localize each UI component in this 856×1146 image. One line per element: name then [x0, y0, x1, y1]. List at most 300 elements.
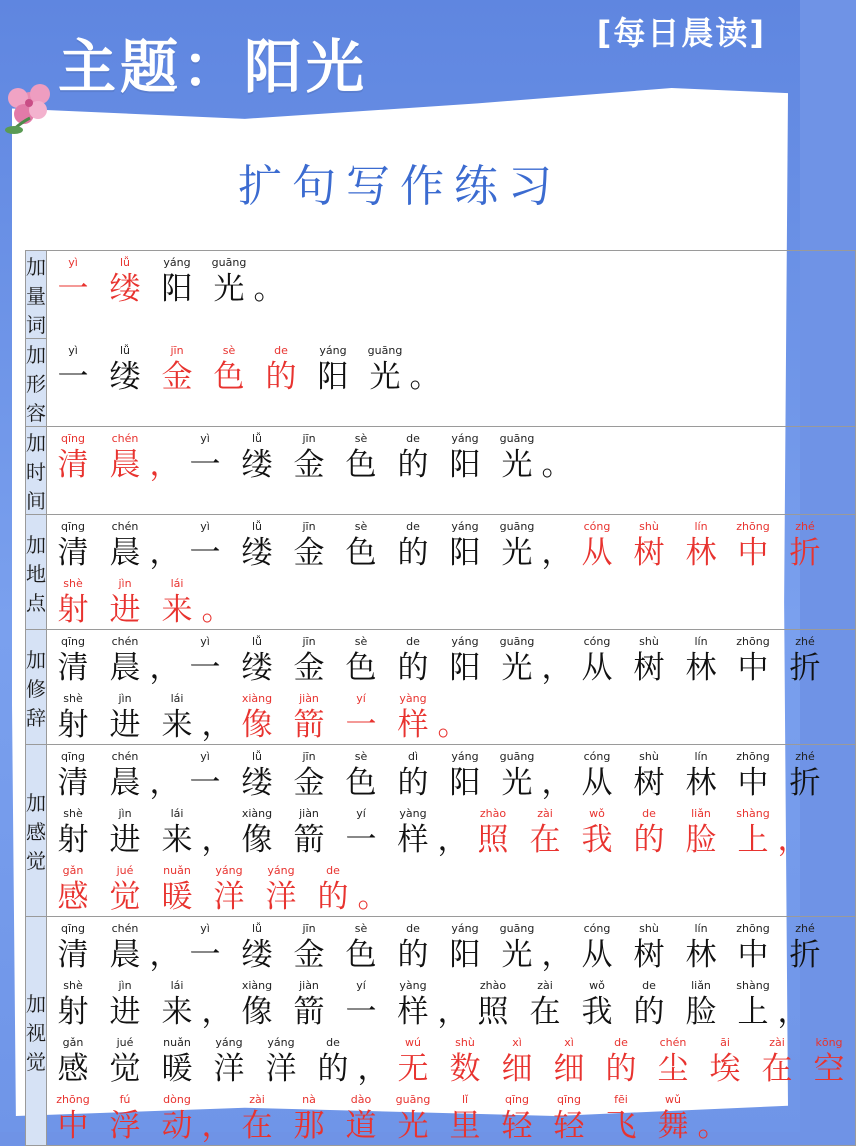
- hanzi: 洋: [265, 879, 297, 915]
- hanzi-with-pinyin: [491, 1036, 543, 1088]
- hanzi: 的: [397, 535, 429, 571]
- hanzi: 的: [605, 1051, 637, 1087]
- pinyin: de: [642, 979, 656, 992]
- hanzi: 进: [109, 822, 141, 858]
- hanzi: 从: [581, 765, 613, 801]
- pinyin: xì: [564, 1036, 574, 1049]
- pinyin: kōng: [815, 1036, 843, 1049]
- hanzi: 照: [477, 994, 509, 1030]
- category-label: 加时间: [26, 427, 47, 515]
- hanzi-with-pinyin: [387, 979, 439, 1031]
- hanzi: 样: [397, 822, 429, 858]
- hanzi-with-pinyin: [623, 922, 675, 974]
- hanzi: ，: [201, 994, 233, 1030]
- hanzi-with-pinyin: [335, 692, 387, 744]
- hanzi-with-pinyin: [779, 807, 807, 859]
- pinyin: jìn: [118, 692, 132, 705]
- hanzi-with-pinyin: [203, 1093, 231, 1145]
- hanzi: 轻: [501, 1108, 533, 1144]
- pinyin: jìn: [118, 979, 132, 992]
- pinyin: jīn: [302, 922, 316, 935]
- expansion-table: [25, 250, 856, 1146]
- hanzi-with-pinyin: [203, 256, 255, 308]
- pinyin: yáng: [451, 432, 479, 445]
- hanzi: 我: [581, 994, 613, 1030]
- hanzi: 一: [345, 994, 377, 1030]
- pinyin: sè: [354, 520, 368, 533]
- hanzi-with-pinyin: [571, 520, 623, 572]
- hanzi-with-pinyin: [151, 750, 179, 802]
- pinyin: de: [406, 922, 420, 935]
- hanzi: 一: [189, 937, 221, 973]
- hanzi: 色: [213, 358, 245, 395]
- hanzi: 细: [553, 1051, 585, 1087]
- pinyin: yí: [356, 692, 366, 705]
- hanzi-with-pinyin: [727, 635, 779, 687]
- sentence-cell: [47, 427, 856, 515]
- hanzi: 一: [189, 447, 221, 483]
- hanzi: 阳: [449, 937, 481, 973]
- hanzi-with-pinyin: [203, 807, 231, 859]
- hanzi-with-pinyin: [727, 922, 779, 974]
- hanzi-with-pinyin: [699, 1036, 751, 1088]
- hanzi: 飞: [605, 1108, 637, 1144]
- hanzi: 。: [697, 1108, 729, 1144]
- hanzi: 树: [633, 650, 665, 686]
- hanzi-with-pinyin: [335, 520, 387, 572]
- hanzi: 色: [345, 765, 377, 801]
- hanzi-with-pinyin: [231, 692, 283, 744]
- hanzi: 的: [317, 879, 349, 915]
- hanzi-with-pinyin: [47, 864, 99, 916]
- pinyin: yàng: [399, 807, 427, 820]
- pinyin: zhào: [479, 979, 507, 992]
- daily-reading-badge: [每日晨读]: [596, 14, 766, 52]
- category-label: 加视觉: [26, 917, 47, 1146]
- pinyin: qīng: [61, 635, 85, 648]
- pinyin: wǒ: [589, 979, 605, 992]
- hanzi: 色: [345, 937, 377, 973]
- pinyin: de: [326, 864, 340, 877]
- pinyin: zhōng: [736, 520, 770, 533]
- table-row: [26, 339, 856, 427]
- hanzi: 折: [789, 937, 821, 973]
- hanzi-with-pinyin: [151, 432, 179, 484]
- hanzi: 阳: [449, 650, 481, 686]
- sentence-line: [47, 1031, 855, 1088]
- hanzi-with-pinyin: [675, 807, 727, 859]
- hanzi: 清: [57, 937, 89, 973]
- hanzi: 在: [241, 1108, 273, 1144]
- hanzi: 晨: [109, 447, 141, 483]
- pinyin: nuǎn: [163, 1036, 191, 1049]
- hanzi: 光: [213, 271, 245, 307]
- hanzi: 阳: [449, 447, 481, 483]
- hanzi-with-pinyin: [439, 635, 491, 687]
- pinyin: guāng: [499, 750, 535, 763]
- hanzi: ，: [149, 535, 181, 571]
- hanzi: 缕: [241, 535, 273, 571]
- hanzi: 的: [397, 765, 429, 801]
- hanzi-with-pinyin: [255, 256, 283, 308]
- hanzi: 浮: [109, 1108, 141, 1144]
- pinyin: zhé: [795, 922, 815, 935]
- hanzi-with-pinyin: [151, 922, 179, 974]
- hanzi: 来: [161, 707, 193, 743]
- hanzi-with-pinyin: [307, 864, 359, 916]
- pinyin: zài: [537, 979, 553, 992]
- category-label: 加量词: [26, 251, 47, 339]
- hanzi-with-pinyin: [571, 807, 623, 859]
- hanzi-with-pinyin: [231, 1093, 283, 1145]
- hanzi: 在: [529, 994, 561, 1030]
- pinyin: jué: [116, 864, 134, 877]
- pinyin: lái: [170, 807, 184, 820]
- hanzi-with-pinyin: [151, 577, 203, 629]
- hanzi: 色: [345, 535, 377, 571]
- hanzi-with-pinyin: [439, 432, 491, 484]
- hanzi-with-pinyin: [571, 979, 623, 1031]
- pinyin: jìn: [118, 807, 132, 820]
- pinyin: lǚ: [251, 432, 263, 445]
- hanzi-with-pinyin: [47, 750, 99, 802]
- hanzi-with-pinyin: [283, 635, 335, 687]
- hanzi-with-pinyin: [151, 520, 179, 572]
- hanzi: ，: [201, 822, 233, 858]
- hanzi: 我: [581, 822, 613, 858]
- hanzi-with-pinyin: [387, 922, 439, 974]
- hanzi-with-pinyin: [543, 520, 571, 572]
- hanzi-with-pinyin: [491, 432, 543, 484]
- pinyin: xiàng: [241, 692, 273, 705]
- hanzi-with-pinyin: [255, 1036, 307, 1088]
- pinyin: yàng: [399, 692, 427, 705]
- pinyin: jīn: [302, 520, 316, 533]
- hanzi: 洋: [265, 1051, 297, 1087]
- hanzi-with-pinyin: [387, 807, 439, 859]
- sentence-cell: [47, 917, 856, 1146]
- hanzi: 一: [189, 535, 221, 571]
- hanzi: 光: [397, 1108, 429, 1144]
- hanzi-with-pinyin: [203, 344, 255, 396]
- hanzi: 暖: [161, 879, 193, 915]
- hanzi-with-pinyin: [467, 807, 519, 859]
- hanzi: ，: [357, 1051, 389, 1087]
- hanzi: 觉: [109, 879, 141, 915]
- pinyin: shàng: [736, 807, 770, 820]
- pinyin: cóng: [583, 922, 611, 935]
- sentence-line: [47, 687, 855, 744]
- hanzi-with-pinyin: [491, 922, 543, 974]
- hanzi-with-pinyin: [779, 635, 831, 687]
- hanzi: 的: [265, 358, 297, 395]
- pinyin: yí: [356, 807, 366, 820]
- pinyin: lái: [170, 577, 184, 590]
- hanzi-with-pinyin: [387, 635, 439, 687]
- hanzi-with-pinyin: [151, 692, 203, 744]
- hanzi-with-pinyin: [571, 635, 623, 687]
- hanzi: 洋: [213, 1051, 245, 1087]
- hanzi-with-pinyin: [571, 922, 623, 974]
- hanzi: 林: [685, 765, 717, 801]
- hanzi-with-pinyin: [47, 807, 99, 859]
- hanzi: 尘: [657, 1051, 689, 1087]
- hanzi: 道: [345, 1108, 377, 1144]
- hanzi: 无: [397, 1051, 429, 1087]
- hanzi-with-pinyin: [151, 864, 203, 916]
- hanzi-with-pinyin: [491, 635, 543, 687]
- hanzi: 细: [501, 1051, 533, 1087]
- hanzi-with-pinyin: [623, 635, 675, 687]
- hanzi-with-pinyin: [595, 1036, 647, 1088]
- pinyin: qīng: [61, 432, 85, 445]
- hanzi-with-pinyin: [543, 922, 571, 974]
- pinyin: jiàn: [299, 807, 319, 820]
- pinyin: chén: [111, 635, 139, 648]
- pinyin: de: [406, 432, 420, 445]
- hanzi: 样: [397, 994, 429, 1030]
- hanzi-with-pinyin: [283, 520, 335, 572]
- hanzi: ，: [437, 994, 469, 1030]
- hanzi: 。: [541, 447, 573, 483]
- hanzi-with-pinyin: [699, 1093, 727, 1145]
- hanzi-with-pinyin: [151, 807, 203, 859]
- hanzi-with-pinyin: [283, 432, 335, 484]
- hanzi-with-pinyin: [307, 344, 359, 396]
- pinyin: guāng: [499, 922, 535, 935]
- pinyin: yáng: [319, 343, 347, 357]
- pinyin: qīng: [505, 1093, 529, 1106]
- table-row: [26, 515, 856, 630]
- pinyin: wǒ: [589, 807, 605, 820]
- hanzi: 阳: [317, 358, 349, 395]
- hanzi: 。: [409, 358, 441, 395]
- sentence-line: [47, 427, 855, 484]
- hanzi: 。: [201, 592, 233, 628]
- hanzi: 上: [737, 994, 769, 1030]
- pinyin: guāng: [211, 256, 247, 269]
- hanzi-with-pinyin: [623, 750, 675, 802]
- pinyin: jiàn: [299, 692, 319, 705]
- hanzi: 缕: [241, 937, 273, 973]
- hanzi: ，: [437, 822, 469, 858]
- pinyin: fú: [119, 1093, 131, 1106]
- hanzi: 阳: [449, 765, 481, 801]
- hanzi: 从: [581, 650, 613, 686]
- pinyin: fēi: [614, 1093, 628, 1106]
- pinyin: chén: [111, 520, 139, 533]
- hanzi: 光: [501, 447, 533, 483]
- pinyin: lín: [694, 520, 708, 533]
- pinyin: yì: [68, 256, 78, 269]
- hanzi: 晨: [109, 937, 141, 973]
- pinyin: jìn: [118, 577, 132, 590]
- pinyin: wǔ: [665, 1093, 681, 1106]
- hanzi-with-pinyin: [387, 1036, 439, 1088]
- pinyin: jiàn: [299, 979, 319, 992]
- hanzi-with-pinyin: [543, 1036, 595, 1088]
- hanzi-with-pinyin: [439, 750, 491, 802]
- pinyin: qīng: [61, 750, 85, 763]
- hanzi: ，: [541, 535, 573, 571]
- hanzi: 光: [501, 765, 533, 801]
- pinyin: yáng: [267, 864, 295, 877]
- table-row: [26, 917, 856, 1146]
- pinyin: guāng: [499, 432, 535, 445]
- hanzi: 进: [109, 592, 141, 628]
- pinyin: zhé: [795, 635, 815, 648]
- hanzi: 暖: [161, 1051, 193, 1087]
- hanzi: 在: [529, 822, 561, 858]
- hanzi-with-pinyin: [467, 979, 519, 1031]
- hanzi-with-pinyin: [595, 1093, 647, 1145]
- pinyin: zhōng: [736, 922, 770, 935]
- hanzi-with-pinyin: [727, 750, 779, 802]
- hanzi-with-pinyin: [411, 344, 439, 396]
- hanzi: ，: [149, 650, 181, 686]
- hanzi-with-pinyin: [151, 1036, 203, 1088]
- hanzi: 进: [109, 707, 141, 743]
- hanzi-with-pinyin: [99, 807, 151, 859]
- hanzi: 上: [737, 822, 769, 858]
- hanzi-with-pinyin: [439, 692, 467, 744]
- hanzi-with-pinyin: [675, 520, 727, 572]
- hanzi: 在: [761, 1051, 793, 1087]
- hanzi: 来: [161, 822, 193, 858]
- pinyin: guāng: [499, 520, 535, 533]
- pinyin: gǎn: [62, 864, 84, 877]
- hanzi-with-pinyin: [491, 1093, 543, 1145]
- hanzi: 的: [397, 937, 429, 973]
- hanzi: ，: [541, 650, 573, 686]
- pinyin: liǎn: [691, 807, 711, 820]
- sentence-line: [47, 251, 855, 308]
- hanzi-with-pinyin: [255, 864, 307, 916]
- hanzi: 的: [317, 1051, 349, 1087]
- hanzi-with-pinyin: [283, 922, 335, 974]
- table-row: [26, 427, 856, 515]
- hanzi: 清: [57, 535, 89, 571]
- hanzi-with-pinyin: [803, 1036, 855, 1088]
- pinyin: lǚ: [251, 922, 263, 935]
- hanzi: ，: [201, 707, 233, 743]
- pinyin: nuǎn: [163, 864, 191, 877]
- hanzi-with-pinyin: [387, 432, 439, 484]
- pinyin: de: [642, 807, 656, 820]
- hanzi: 色: [345, 650, 377, 686]
- hanzi: 中: [737, 765, 769, 801]
- pinyin: de: [614, 1036, 628, 1049]
- hanzi-with-pinyin: [47, 922, 99, 974]
- hanzi: 阳: [449, 535, 481, 571]
- sentence-line: [47, 974, 855, 1031]
- hanzi-with-pinyin: [99, 577, 151, 629]
- pinyin: shè: [63, 979, 83, 992]
- hanzi: 埃: [709, 1051, 741, 1087]
- hanzi: 缕: [241, 447, 273, 483]
- hanzi: 清: [57, 650, 89, 686]
- hanzi-with-pinyin: [359, 1036, 387, 1088]
- hanzi-with-pinyin: [623, 520, 675, 572]
- hanzi-with-pinyin: [675, 922, 727, 974]
- hanzi-with-pinyin: [151, 344, 203, 396]
- hanzi-with-pinyin: [335, 807, 387, 859]
- hanzi: 一: [189, 765, 221, 801]
- hanzi-with-pinyin: [335, 635, 387, 687]
- hanzi: 光: [501, 535, 533, 571]
- pinyin: dòng: [163, 1093, 191, 1106]
- hanzi: 清: [57, 765, 89, 801]
- hanzi: 舞: [657, 1108, 689, 1144]
- sentence-cell: [47, 339, 856, 427]
- pinyin: lín: [694, 750, 708, 763]
- pinyin: qīng: [557, 1093, 581, 1106]
- hanzi-with-pinyin: [151, 256, 203, 308]
- hanzi-with-pinyin: [779, 922, 831, 974]
- hanzi: 光: [369, 358, 401, 395]
- hanzi: 缕: [109, 358, 141, 395]
- hanzi: 树: [633, 535, 665, 571]
- hanzi: 照: [477, 822, 509, 858]
- sentence-line: [47, 917, 855, 974]
- hanzi: 射: [57, 592, 89, 628]
- sentence-cell: [47, 630, 856, 745]
- hanzi-with-pinyin: [283, 750, 335, 802]
- hanzi-with-pinyin: [283, 979, 335, 1031]
- pinyin: zài: [769, 1036, 785, 1049]
- pinyin: qīng: [61, 922, 85, 935]
- pinyin: guāng: [367, 343, 403, 357]
- hanzi: 晨: [109, 535, 141, 571]
- pinyin: lín: [694, 635, 708, 648]
- pinyin: chén: [111, 750, 139, 763]
- hanzi-with-pinyin: [47, 1036, 99, 1088]
- hanzi-with-pinyin: [439, 807, 467, 859]
- hanzi-with-pinyin: [231, 635, 283, 687]
- hanzi: 轻: [553, 1108, 585, 1144]
- hanzi: 的: [633, 994, 665, 1030]
- hanzi: 金: [293, 447, 325, 483]
- sentence-line: [47, 802, 855, 859]
- pinyin: wú: [405, 1036, 421, 1049]
- pinyin: yáng: [163, 256, 191, 269]
- pinyin: yì: [200, 520, 210, 533]
- pinyin: yáng: [267, 1036, 295, 1049]
- sentence-line: [47, 1088, 855, 1145]
- sentence-line: [47, 745, 855, 802]
- hanzi: 林: [685, 535, 717, 571]
- hanzi-with-pinyin: [387, 750, 439, 802]
- pinyin: yáng: [451, 922, 479, 935]
- pinyin: jīn: [302, 635, 316, 648]
- hanzi: 洋: [213, 879, 245, 915]
- pinyin: de: [326, 1036, 340, 1049]
- hanzi-with-pinyin: [543, 750, 571, 802]
- hanzi-with-pinyin: [727, 520, 779, 572]
- hanzi-with-pinyin: [179, 432, 231, 484]
- hanzi: 缕: [241, 765, 273, 801]
- hanzi-with-pinyin: [779, 750, 831, 802]
- pinyin: xiàng: [241, 807, 273, 820]
- hanzi-with-pinyin: [335, 750, 387, 802]
- hanzi-with-pinyin: [335, 432, 387, 484]
- hanzi-with-pinyin: [307, 1036, 359, 1088]
- pinyin: lái: [170, 692, 184, 705]
- hanzi: 。: [357, 879, 389, 915]
- hanzi: 从: [581, 937, 613, 973]
- hanzi: 晨: [109, 765, 141, 801]
- pinyin: de: [406, 635, 420, 648]
